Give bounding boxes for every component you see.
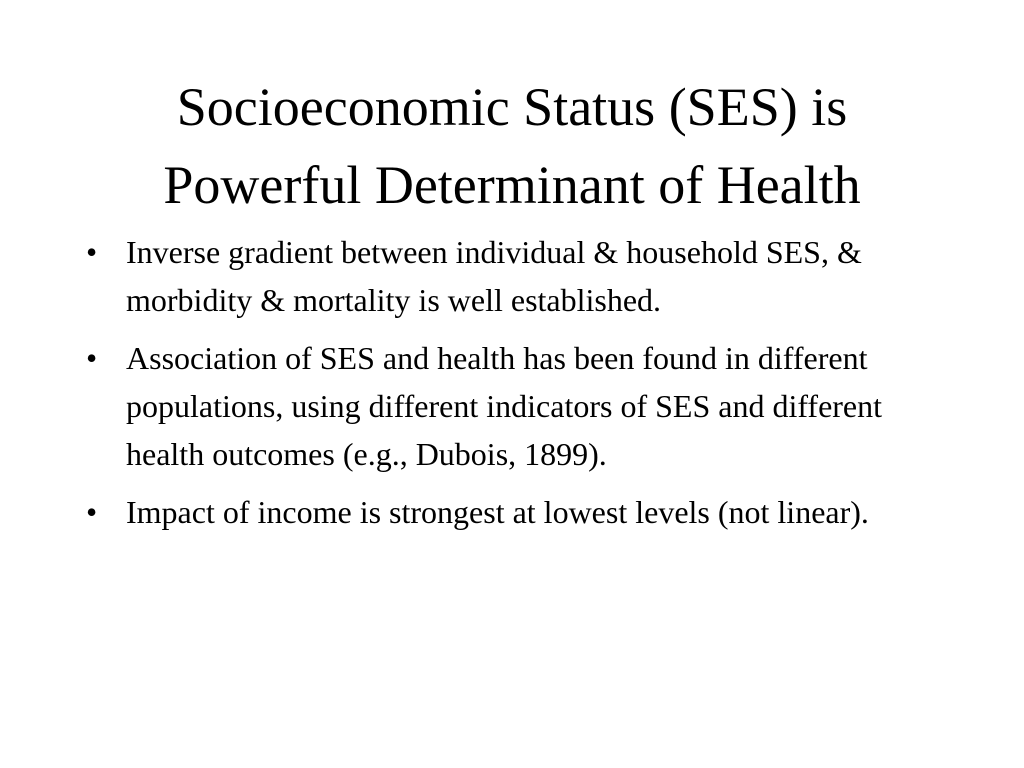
bullet-marker-icon: • — [86, 340, 98, 376]
bullet-text-2: Association of SES and health has been found in different populations, using different indicators of SES and different health outcomes (e.g., Dubois, 1899). — [126, 340, 883, 472]
slide-title-line-2: Powerful Determinant of Health — [163, 155, 861, 215]
bullet-marker-icon: • — [86, 494, 98, 530]
bullet-marker-icon: • — [86, 234, 98, 270]
slide-title-line-1: Socioeconomic Status (SES) is — [176, 77, 848, 137]
slide-title — [0, 68, 1024, 224]
bullet-item-2 — [86, 334, 926, 478]
bullet-item-1 — [86, 228, 926, 324]
bullet-item-3 — [86, 488, 926, 536]
bullet-text-1: Inverse gradient between individual & household SES, & morbidity & mortality is well established. — [126, 234, 862, 318]
bullet-list — [86, 228, 926, 546]
bullet-text-3: Impact of income is strongest at lowest levels (not linear). — [126, 494, 869, 530]
